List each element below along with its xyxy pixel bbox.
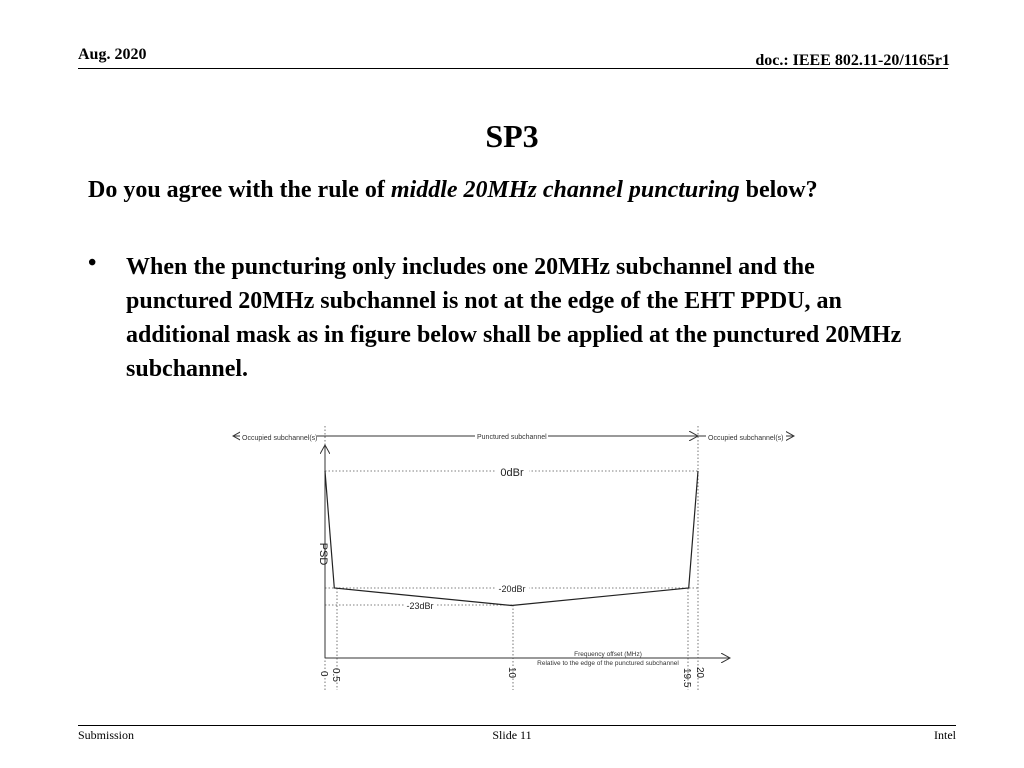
- occupied-right-label: Occupied subchannel(s): [708, 435, 784, 442]
- header-date: Aug. 2020: [78, 46, 147, 63]
- y-axis-label: PSD: [317, 542, 329, 566]
- punctured-label: Punctured subchannel: [477, 434, 547, 441]
- bullet-text: When the puncturing only includes one 20MHz subchannel and the punctured 20MHz subchannel is not at the edge of the EHT PPDU, an additional mask as in figure below shall be applied at the punctured 20MHz subchannel.: [126, 254, 902, 382]
- x-axis-label-line2: Relative to the edge of the punctured subchannel: [537, 660, 679, 667]
- bullet-marker: •: [88, 250, 97, 276]
- occupied-left-label: Occupied subchannel(s): [242, 435, 318, 442]
- tick-label-20: 20: [694, 667, 705, 679]
- tick-label-19-5: 19.5: [681, 668, 692, 688]
- tick-label-0-5: 0.5: [330, 668, 341, 682]
- footer-slide-number: Slide 11: [492, 728, 532, 742]
- header-doc-id: doc.: IEEE 802.11-20/1165r1: [755, 52, 950, 69]
- question-prefix: Do you agree with the rule of: [88, 177, 391, 203]
- slide-title: SP3: [485, 118, 539, 154]
- tick-label-10: 10: [506, 667, 517, 679]
- question-suffix: below?: [739, 177, 818, 203]
- footer-divider: [78, 725, 956, 726]
- footer-submission: Submission: [78, 728, 135, 742]
- tick-label-0: 0: [318, 671, 329, 677]
- footer-company: Intel: [934, 728, 956, 742]
- x-axis-label-line1: Frequency offset (MHz): [574, 651, 642, 658]
- level-label-0dbr: 0dBr: [500, 467, 524, 479]
- level-label-20dbr: -20dBr: [498, 584, 526, 594]
- question-emphasis: middle 20MHz channel puncturing: [390, 177, 740, 203]
- level-label-23dbr: -23dBr: [406, 601, 434, 611]
